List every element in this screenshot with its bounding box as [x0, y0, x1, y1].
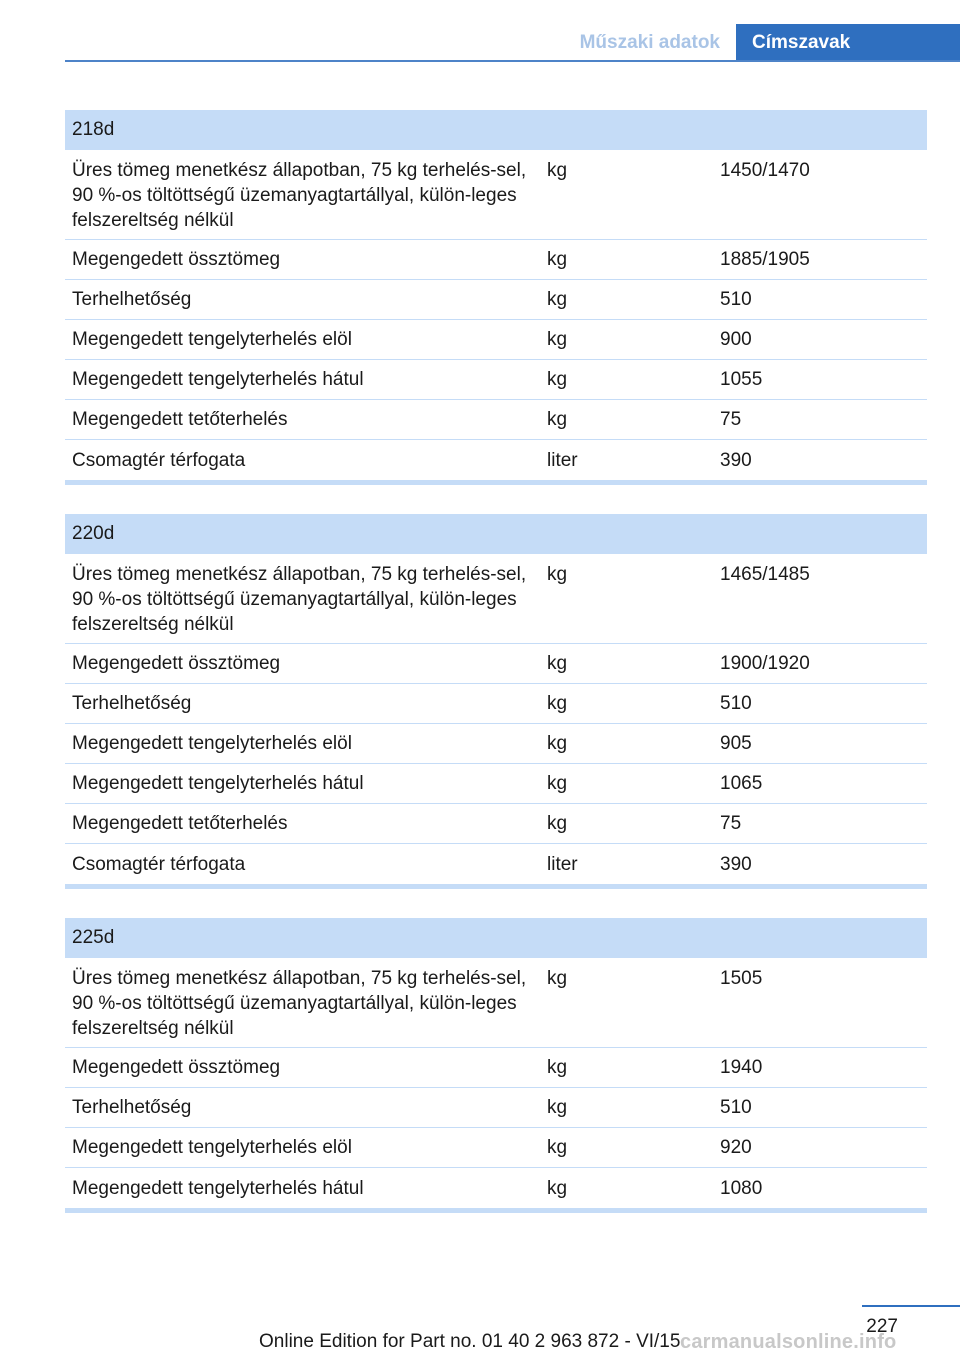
- row-label: Megengedett tengelyterhelés elöl: [72, 733, 352, 754]
- row-unit: kg: [547, 1057, 568, 1078]
- row-label: Üres tömeg menetkész állapotban, 75 kg terhelés-sel, 90 %-os töltöttségű üzemanyagtartállyal, külön-leges felszereltség nélkül: [72, 160, 527, 231]
- row-label: Csomagtér térfogata: [72, 449, 246, 471]
- row-label: Megengedett össztömeg: [72, 1057, 281, 1078]
- page-number: 227: [866, 1316, 898, 1337]
- row-value: 1885/1905: [720, 249, 810, 270]
- spec-table-220d: [65, 514, 927, 889]
- watermark: carmanualsonline.info: [680, 1331, 897, 1353]
- row-unit: liter: [547, 853, 578, 875]
- table-row: [65, 844, 927, 884]
- row-unit: kg: [547, 369, 568, 390]
- table-row: [65, 804, 927, 844]
- row-label: Megengedett össztömeg: [72, 249, 281, 270]
- row-value: 900: [720, 329, 752, 350]
- row-value: 1055: [720, 369, 763, 390]
- row-label: Megengedett tetőterhelés: [72, 813, 288, 834]
- row-label: Megengedett tengelyterhelés elöl: [72, 1137, 352, 1158]
- row-value: 75: [720, 813, 742, 834]
- table-row: [65, 150, 927, 240]
- row-label: Megengedett tengelyterhelés hátul: [72, 773, 364, 794]
- row-label: Megengedett tengelyterhelés hátul: [72, 369, 364, 390]
- row-label: Terhelhetőség: [72, 693, 192, 714]
- keyword-tab[interactable]: Címszavak: [736, 24, 960, 62]
- row-value: 390: [720, 449, 752, 471]
- table-row: [65, 1128, 927, 1168]
- table-row: [65, 400, 927, 440]
- row-unit: kg: [547, 1097, 568, 1118]
- row-label: Megengedett tengelyterhelés elöl: [72, 329, 352, 350]
- table-row: [65, 1168, 927, 1208]
- row-unit: kg: [547, 1177, 568, 1199]
- row-unit: kg: [547, 773, 568, 794]
- row-value: 510: [720, 1097, 752, 1118]
- row-unit: kg: [547, 813, 568, 834]
- row-unit: kg: [547, 968, 568, 989]
- row-label: Megengedett tetőterhelés: [72, 409, 288, 430]
- header-divider: [65, 60, 960, 62]
- row-value: 1505: [720, 968, 763, 989]
- row-value: 920: [720, 1137, 752, 1158]
- table-row: [65, 280, 927, 320]
- table-row: [65, 320, 927, 360]
- row-unit: kg: [547, 1137, 568, 1158]
- row-label: Csomagtér térfogata: [72, 853, 246, 875]
- row-unit: kg: [547, 653, 568, 674]
- table-footer-rule: [65, 480, 927, 485]
- row-value: 75: [720, 409, 742, 430]
- row-value: 510: [720, 693, 752, 714]
- row-label: Terhelhetőség: [72, 1097, 192, 1118]
- row-value: 390: [720, 853, 752, 875]
- row-unit: kg: [547, 564, 568, 585]
- row-value: 510: [720, 289, 752, 310]
- table-row: [65, 240, 927, 280]
- row-label: Megengedett össztömeg: [72, 653, 281, 674]
- page-number-rule: [862, 1305, 960, 1307]
- table-title: 218d: [65, 110, 927, 150]
- row-label: Megengedett tengelyterhelés hátul: [72, 1177, 364, 1199]
- row-unit: kg: [547, 249, 568, 270]
- table-footer-rule: [65, 1208, 927, 1213]
- table-row: [65, 554, 927, 644]
- section-tab[interactable]: Műszaki adatok: [579, 32, 720, 53]
- table-title: 225d: [65, 918, 927, 958]
- table-row: [65, 1048, 927, 1088]
- table-row: [65, 724, 927, 764]
- table-row: [65, 644, 927, 684]
- table-row: [65, 360, 927, 400]
- table-row: [65, 764, 927, 804]
- page-header: [65, 24, 960, 62]
- spec-table-218d: [65, 110, 927, 485]
- row-unit: kg: [547, 160, 568, 181]
- table-row: [65, 440, 927, 480]
- row-value: 905: [720, 733, 752, 754]
- table-footer-rule: [65, 884, 927, 889]
- row-unit: liter: [547, 449, 578, 471]
- row-unit: kg: [547, 289, 568, 310]
- row-label: Terhelhetőség: [72, 289, 192, 310]
- row-value: 1080: [720, 1177, 763, 1199]
- table-row: [65, 684, 927, 724]
- row-value: 1450/1470: [720, 160, 810, 181]
- row-value: 1465/1485: [720, 564, 810, 585]
- row-value: 1900/1920: [720, 653, 810, 674]
- table-title: 220d: [65, 514, 927, 554]
- spec-table-225d: [65, 918, 927, 1213]
- row-unit: kg: [547, 409, 568, 430]
- row-label: Üres tömeg menetkész állapotban, 75 kg terhelés-sel, 90 %-os töltöttségű üzemanyagtartállyal, külön-leges felszereltség nélkül: [72, 564, 527, 635]
- row-unit: kg: [547, 693, 568, 714]
- row-unit: kg: [547, 733, 568, 754]
- row-value: 1940: [720, 1057, 763, 1078]
- row-value: 1065: [720, 773, 763, 794]
- edition-footer: Online Edition for Part no. 01 40 2 963 872 - VI/15: [259, 1331, 681, 1352]
- row-unit: kg: [547, 329, 568, 350]
- row-label: Üres tömeg menetkész állapotban, 75 kg terhelés-sel, 90 %-os töltöttségű üzemanyagtartállyal, külön-leges felszereltség nélkül: [72, 968, 527, 1039]
- table-row: [65, 958, 927, 1048]
- table-row: [65, 1088, 927, 1128]
